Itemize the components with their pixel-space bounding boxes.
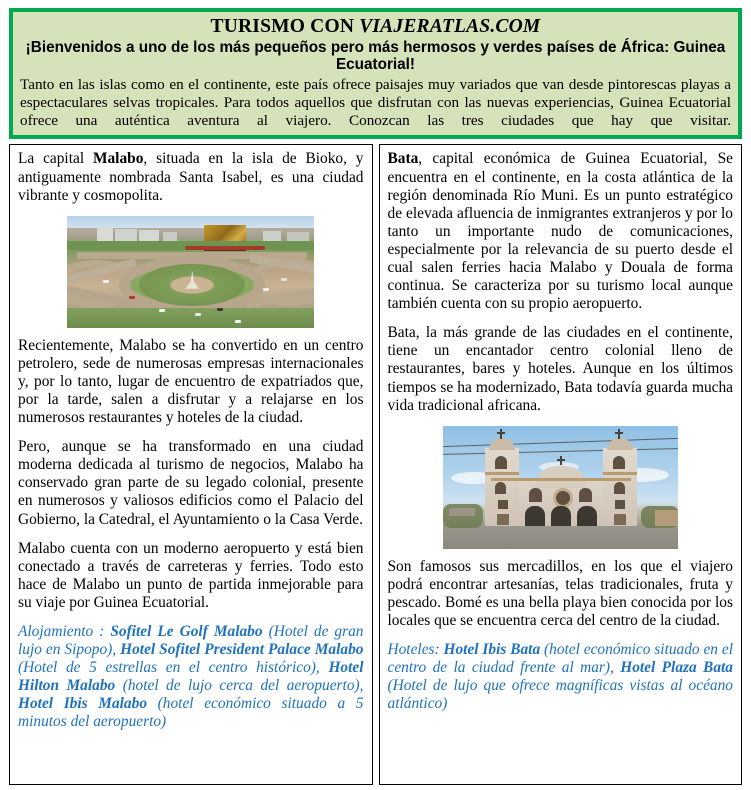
bata-paragraph-2: Bata, la más grande de las ciudades en el continente, tiene un encantador centro colonial lleno de restaurantes, bares y hoteles. Aunque en los últimos tiempos se ha modernizado, Bata todavía guarda mucha vida tradicional africana. [387, 324, 733, 414]
cathedral-door [577, 506, 597, 526]
column-malabo [9, 144, 373, 785]
bata-photo-wrap [388, 426, 734, 549]
hotel-name: Hotel Plaza Bata [620, 659, 733, 677]
rose-window [553, 488, 573, 508]
hotel-desc: (Hotel de lujo que ofrece magníficas vistas al océano atlántico) [387, 677, 733, 713]
car [235, 320, 241, 323]
bata-intro-rest: , capital económica de Guinea Ecuatorial, Se encuentra en el continente, en la costa atlántica de la región denominada Río Muni. Es un punto estratégico de elevada afluencia de inmigrantes extranjeros y por lo tanto un importante nudo de comunicaciones, especialmente por la relevancia de su puerto desde el cual salen ferries hacia Malabo y Douala de forma continua. Se caracteriza por su turismo local aunque también cuenta con su propio aeropuerto. [387, 150, 733, 313]
bata-hotels-label: Hoteles: [387, 641, 444, 659]
malabo-roundabout-image [67, 216, 314, 328]
malabo-hotels-label: Alojamiento : [18, 623, 111, 640]
bell-window [613, 456, 625, 469]
header-banner [9, 8, 742, 139]
ground-plaza [443, 524, 678, 549]
bata-hotels-list [388, 641, 734, 713]
bata-paragraph-3: Son famosos sus mercadillos, en los que el viajero podrá encontrar artesanías, telas tradicionales, fruta y pescado. Bomé es una bella playa bien conocida por los locales que se encuentra cerca del centro de la ciudad. [387, 557, 733, 629]
cornice-trim [491, 478, 631, 481]
green-belt [67, 308, 314, 328]
bell-window [495, 456, 507, 469]
tower-panel [614, 514, 626, 525]
hotel-desc: (hotel de lujo cerca del aeropuerto), [115, 677, 364, 695]
hotel-name: Hotel Sofitel President Palace Malabo [120, 641, 364, 659]
cross-icon [615, 432, 623, 434]
hotel-desc: (hotel económico situado en el centro de la ciudad frente al mar), [387, 641, 733, 677]
cathedral-door [551, 506, 571, 526]
facade-window [529, 488, 542, 502]
malabo-name-bold: Malabo [92, 150, 144, 168]
malabo-paragraph-3: Pero, aunque se ha transformado en una ciudad moderna dedicada al turismo de negocios, Malabo ha conservado gran parte de su legado colonial, presente en numerosos y valiosos edificios como el Palacio del Gobierno, la Catedral, el Ayuntamiento o la Casa Verde. [18, 438, 364, 528]
banner-intro-text: Tanto en las islas como en el continente, este país ofrece paisajes muy variados que van desde pintorescas playas a espectaculares selvas tropicales. Para todos aquellos que disfrutan con las nuevas experiencias, Guinea Ecuatorial ofrece una auténtica aventura al viajero. Conozcan las tres ciudades que hay que visitar. [20, 75, 731, 130]
tower-window [495, 482, 506, 494]
cross-icon [497, 432, 505, 434]
hotel-name: Sofitel Le Golf Malabo [110, 623, 263, 640]
car [281, 278, 287, 281]
tower-cupola-left [489, 438, 515, 450]
tower-window [498, 500, 508, 509]
car [159, 309, 165, 312]
cathedral-door [525, 506, 545, 526]
malabo-intro-rest: , situada en la isla de Bioko, y antiguamente nombrada Santa Isabel, es una ciudad vibrante y cosmopolita. [18, 150, 364, 204]
banner-brand: VIAJERATLAS.COM [359, 16, 541, 37]
car [263, 288, 269, 291]
hotel-name: Hotel Ibis Bata [443, 641, 541, 659]
facade-window [579, 488, 592, 502]
banner-title [20, 16, 731, 38]
cornice-trim [603, 472, 637, 475]
hotel-desc: (Hotel de 5 estrellas en el centro histórico), [18, 659, 329, 677]
banner-title-prefix: TURISMO CON [210, 16, 360, 37]
power-line [443, 448, 678, 455]
car [195, 313, 201, 316]
malabo-photo-wrap [18, 216, 364, 328]
malabo-intro-lead: La capital [18, 150, 93, 168]
column-bata [379, 144, 743, 785]
hotel-desc: (Hotel de gran lujo en Sipopo), [18, 623, 364, 659]
tower-window [615, 500, 625, 509]
bata-intro-paragraph [388, 150, 734, 313]
tower-panel [497, 514, 509, 525]
power-line [443, 438, 678, 447]
side-building [655, 510, 678, 526]
cross-icon [557, 459, 565, 461]
street-sign [449, 508, 475, 516]
flowerbed [185, 246, 265, 250]
malabo-paragraph-4: Malabo cuenta con un moderno aeropuerto y está bien conectado a través de carreteras y ferries. Todo esto hace de Malabo un punto de partida inmejorable para su viaje por Guinea Ecuatorial. [18, 539, 364, 611]
content-columns [9, 144, 742, 785]
banner-subtitle: ¡Bienvenidos a uno de los más pequeños pero más hermosos y verdes países de África: Guinea Ecuatorial! [25, 38, 726, 74]
car [217, 308, 223, 311]
hotel-name: Hotel Hilton Malabo [18, 659, 364, 695]
car [103, 280, 109, 283]
cross-icon [500, 429, 502, 439]
cross-icon [618, 429, 620, 439]
hotel-name: Hotel Ibis Malabo [18, 695, 148, 713]
hotel-desc: (hotel económico situado a 5 minutos del aeropuerto) [18, 695, 364, 731]
malabo-hotels-list [18, 623, 364, 732]
bata-cathedral-image [443, 426, 678, 549]
malabo-intro-paragraph [18, 150, 364, 204]
car [129, 296, 135, 299]
cornice-trim [485, 472, 519, 475]
bata-name-bold: Bata [387, 150, 419, 168]
tower-window [614, 482, 625, 494]
malabo-paragraph-2: Recientemente, Malabo se ha convertido en un centro petrolero, sede de numerosas empresas internacionales y, por lo tanto, lugar de encuentro de expatriados que, por la tarde, salen a disfrutar y a relajarse en los numerosos restaurantes y hoteles de la ciudad. [18, 336, 364, 427]
